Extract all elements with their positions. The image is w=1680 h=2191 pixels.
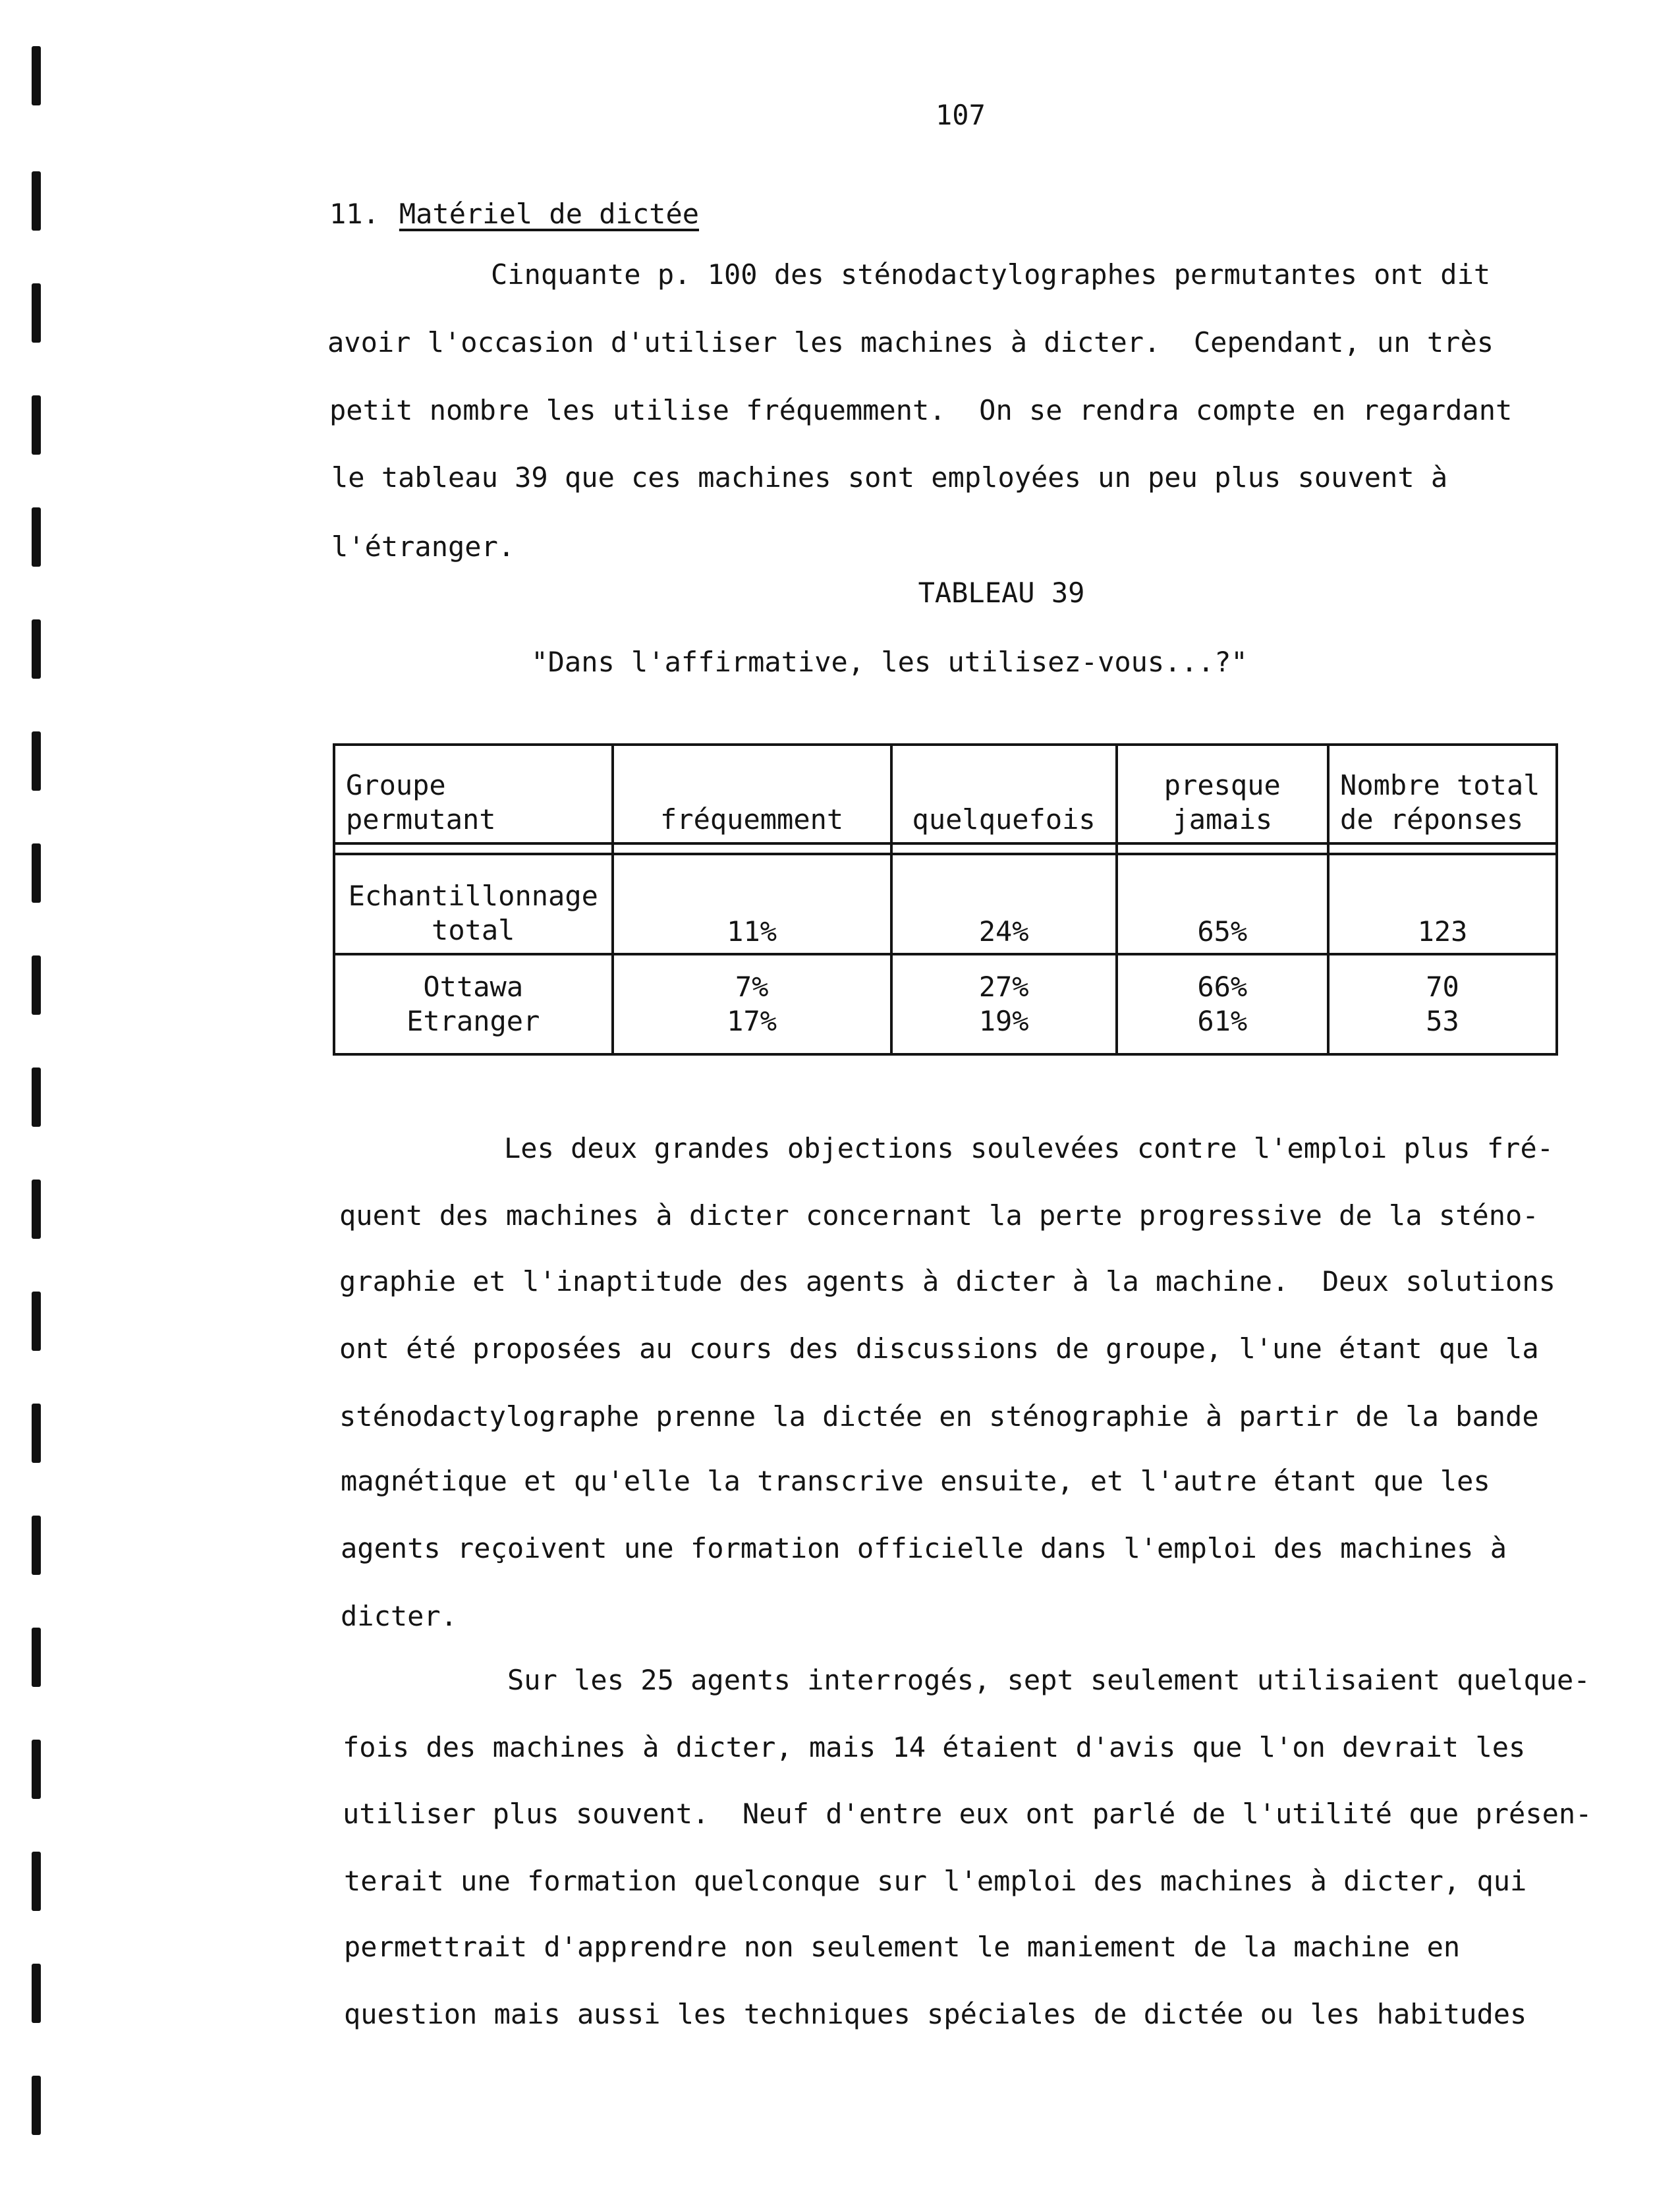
section-number: 11. xyxy=(329,198,379,230)
cell-frequently: 11% xyxy=(613,854,891,954)
punch-hole xyxy=(32,1628,41,1687)
table-row xyxy=(334,854,1557,954)
paragraph-line: l'étranger. xyxy=(331,530,515,563)
punch-hole xyxy=(32,731,41,791)
punch-hole xyxy=(32,2076,41,2135)
paragraph-line: Cinquante p. 100 des sténodactylographes permutantes ont dit xyxy=(491,258,1491,291)
row-label: Ottawa Etranger xyxy=(334,954,613,1054)
punch-hole xyxy=(32,843,41,903)
table-row xyxy=(334,954,1557,1054)
cell-total: 123 xyxy=(1328,854,1557,954)
paragraph-line: sténodactylographe prenne la dictée en sténographie à partir de la bande xyxy=(339,1400,1539,1433)
binder-holes xyxy=(25,46,49,2181)
cell-total: 70 53 xyxy=(1328,954,1557,1054)
punch-hole xyxy=(32,283,41,343)
paragraph-line: question mais aussi les techniques spéciales de dictée ou les habitudes xyxy=(344,1998,1527,2030)
page-number: 107 xyxy=(936,99,986,131)
paragraph-line: fois des machines à dicter, mais 14 étaient d'avis que l'on devrait les xyxy=(343,1731,1526,1763)
punch-hole xyxy=(32,1740,41,1799)
paragraph-line: agents reçoivent une formation officielle dans l'emploi des machines à xyxy=(341,1532,1507,1564)
paragraph-line: avoir l'occasion d'utiliser les machines à dicter. Cependant, un très xyxy=(327,326,1494,358)
paragraph-line: petit nombre les utilise fréquemment. On se rendra compte en regardant xyxy=(329,394,1513,426)
header-group: Groupe permutant xyxy=(334,745,613,843)
punch-hole xyxy=(32,955,41,1015)
paragraph-line: magnétique et qu'elle la transcrive ensuite, et l'autre étant que les xyxy=(341,1465,1490,1497)
punch-hole xyxy=(32,171,41,231)
punch-hole xyxy=(32,619,41,679)
row-label: Echantillonnage total xyxy=(334,854,613,954)
punch-hole xyxy=(32,46,41,105)
header-sometimes: quelquefois xyxy=(891,745,1117,843)
paragraph-line: quent des machines à dicter concernant la perte progressive de la sténo- xyxy=(339,1199,1539,1232)
punch-hole xyxy=(32,1067,41,1127)
section-title: Matériel de dictée xyxy=(399,198,700,230)
cell-almost-never: 66% 61% xyxy=(1117,954,1328,1054)
table-question: "Dans l'affirmative, les utilisez-vous...?" xyxy=(531,646,1248,678)
paragraph-line: ont été proposées au cours des discussions de groupe, l'une étant que la xyxy=(339,1332,1539,1365)
cell-frequently: 7% 17% xyxy=(613,954,891,1054)
header-almost-never: presque jamais xyxy=(1117,745,1328,843)
paragraph-line: le tableau 39 que ces machines sont employées un peu plus souvent à xyxy=(331,461,1448,494)
table-caption: TABLEAU 39 xyxy=(918,577,1085,609)
cell-sometimes: 24% xyxy=(891,854,1117,954)
punch-hole xyxy=(32,395,41,455)
punch-hole xyxy=(32,1180,41,1239)
section-heading xyxy=(329,198,699,230)
punch-hole xyxy=(32,507,41,567)
paragraph-line: Les deux grandes objections soulevées contre l'emploi plus fré- xyxy=(504,1132,1554,1164)
punch-hole xyxy=(32,1964,41,2023)
punch-hole xyxy=(32,1292,41,1351)
table-header-row xyxy=(334,745,1557,843)
results-table xyxy=(333,743,1558,1056)
paragraph-line: terait une formation quelconque sur l'emploi des machines à dicter, qui xyxy=(344,1865,1527,1897)
paragraph-line: permettrait d'apprendre non seulement le maniement de la machine en xyxy=(344,1931,1461,1963)
paragraph-line: graphie et l'inaptitude des agents à dicter à la machine. Deux solutions xyxy=(339,1265,1555,1297)
punch-hole xyxy=(32,1516,41,1575)
header-total-responses: Nombre total de réponses xyxy=(1328,745,1557,843)
punch-hole xyxy=(32,1404,41,1463)
header-separator xyxy=(334,843,1557,854)
paragraph-line: Sur les 25 agents interrogés, sept seulement utilisaient quelque- xyxy=(507,1664,1590,1696)
cell-sometimes: 27% 19% xyxy=(891,954,1117,1054)
paragraph-line: utiliser plus souvent. Neuf d'entre eux ont parlé de l'utilité que présen- xyxy=(343,1798,1592,1830)
cell-almost-never: 65% xyxy=(1117,854,1328,954)
paragraph-line: dicter. xyxy=(341,1600,458,1632)
punch-hole xyxy=(32,1852,41,1911)
header-frequently: fréquemment xyxy=(613,745,891,843)
